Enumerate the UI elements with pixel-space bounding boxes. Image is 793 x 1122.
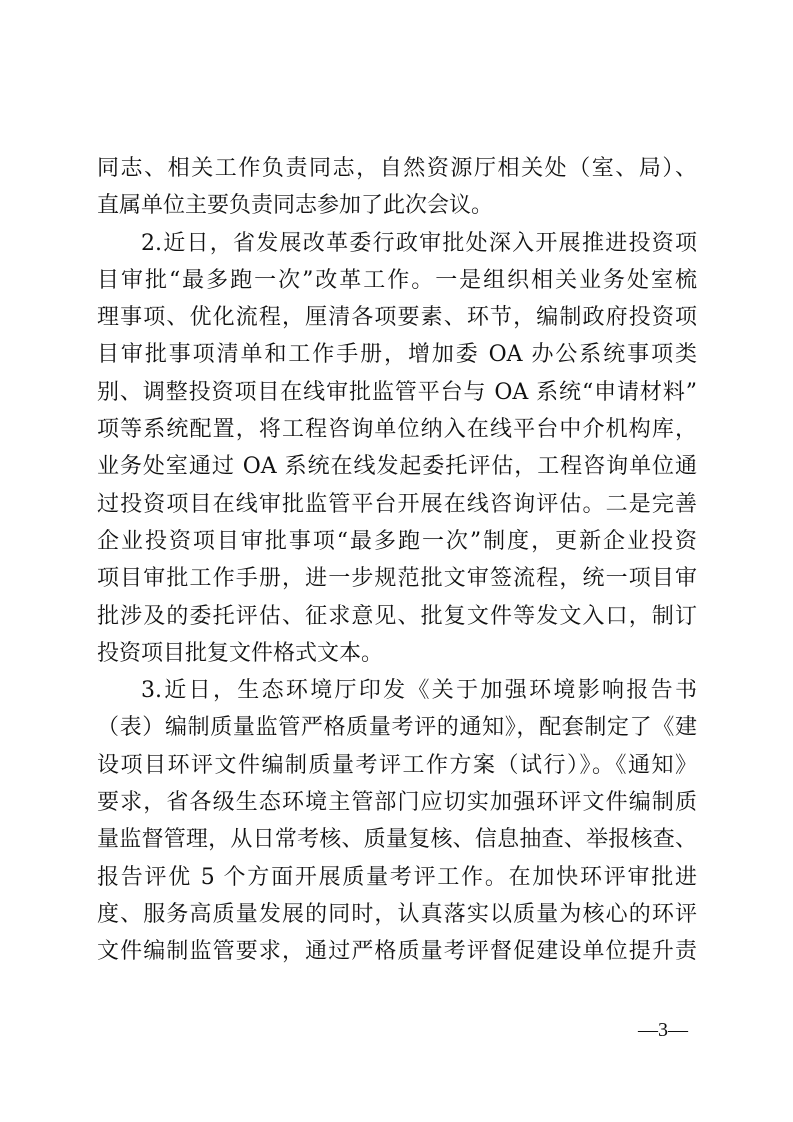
text-line: 同志、相关工作负责同志，自然资源厅相关处（室、局）、 <box>97 156 697 181</box>
text-line: 度、服务高质量发展的同时，认真落实以质量为核心的环评 <box>97 901 697 927</box>
text-line: 目审批“最多跑一次”改革工作。一是组织相关业务处室梳 <box>97 267 697 293</box>
text-line: 文件编制监管要求，通过严格质量考评督促建设单位提升责 <box>97 939 697 965</box>
text-line: 直属单位主要负责同志参加了此次会议。 <box>97 193 494 219</box>
text-line: 理事项、优化流程，厘清各项要素、环节，编制政府投资项 <box>97 305 697 331</box>
text-line: （表）编制质量监管严格质量考评的通知》，配套制定了《建 <box>97 715 697 741</box>
text-line: 设项目环评文件编制质量考评工作方案（试行）》。《通知》 <box>97 752 697 778</box>
text-line: 项目审批工作手册，进一步规范批文审签流程，统一项目审 <box>97 566 697 592</box>
text-line: 企业投资项目审批事项“最多跑一次”制度，更新企业投资 <box>97 528 697 554</box>
text-line: 量监督管理，从日常考核、质量复核、信息抽查、举报核查、 <box>97 827 697 853</box>
text-line: 别、调整投资项目在线审批监管平台与 OA 系统“申请材料” <box>97 379 697 405</box>
text-line: 批涉及的委托评估、征求意见、批复文件等发文入口，制订 <box>97 603 697 629</box>
text-line: 2.近日，省发展改革委行政审批处深入开展推进投资项 <box>141 230 697 256</box>
text-line: 报告评优 5 个方面开展质量考评工作。在加快环评审批进 <box>97 864 697 890</box>
page-number: —3— <box>638 1019 688 1041</box>
text-line: 项等系统配置，将工程咨询单位纳入在线平台中介机构库， <box>97 417 697 443</box>
text-line: 投资项目批复文件格式文本。 <box>97 640 384 666</box>
text-line: 3.近日，生态环境厅印发《关于加强环境影响报告书 <box>141 678 697 704</box>
text-line: 要求，省各级生态环境主管部门应切实加强环评文件编制质 <box>97 790 697 816</box>
text-line: 业务处室通过 OA 系统在线发起委托评估，工程咨询单位通 <box>97 454 697 480</box>
text-line: 过投资项目在线审批监管平台开展在线咨询评估。二是完善 <box>97 491 697 517</box>
text-line: 目审批事项清单和工作手册，增加委 OA 办公系统事项类 <box>97 342 697 368</box>
body-text <box>97 150 697 971</box>
